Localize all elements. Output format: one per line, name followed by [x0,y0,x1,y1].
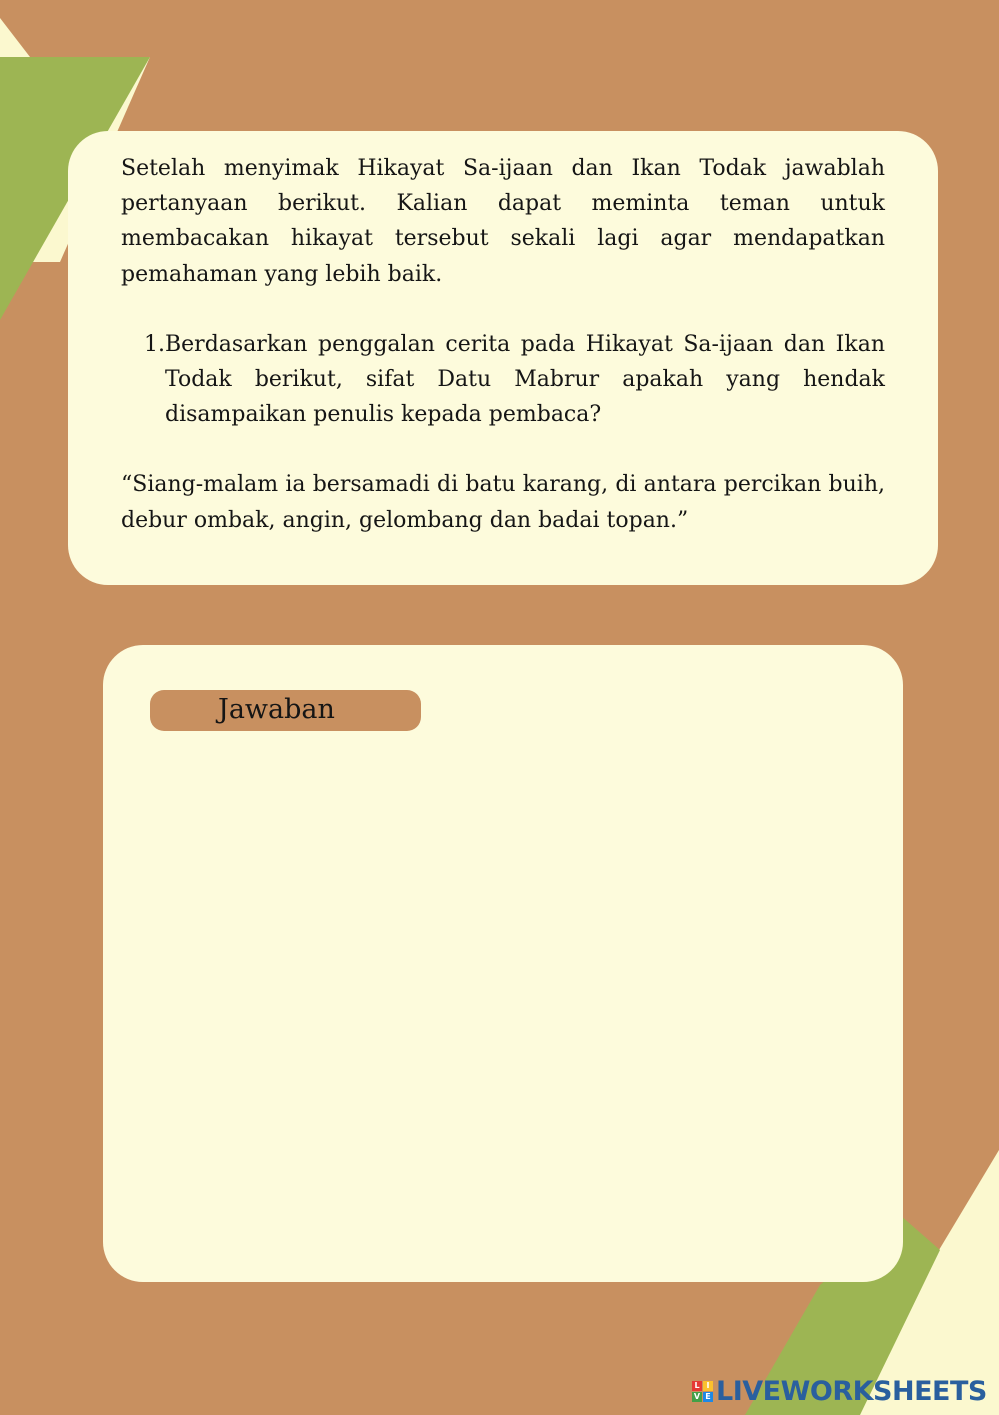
question-number: 1. [144,331,165,357]
top-left-cream-shape [0,18,30,57]
instruction-text: Setelah menyimak Hikayat Sa-ijaan dan Ikan Todak jawablah pertanyaan berikut. Kalian dapat meminta teman untuk membacakan hikayat tersebut sekali lagi agar mendapatkan pemahaman yang lebih baik. [121,156,885,287]
logo-letter: E [703,1392,713,1402]
answer-input[interactable] [150,745,860,1249]
liveworksheets-logo-icon [692,1381,713,1402]
question-item [121,327,885,433]
logo-letter: I [703,1381,713,1391]
story-quote: “Siang-malam ia bersamadi di batu karang, di antara percikan buih, debur ombak, angin, gelombang dan badai topan.” [121,472,885,533]
liveworksheets-branding [692,1373,987,1409]
logo-letter: V [693,1391,701,1401]
logo-letter: L [692,1381,702,1391]
instructions-card [68,131,938,585]
answer-card [103,645,903,1282]
brand-name: LIVEWORKSHEETS [716,1375,987,1407]
question-text: Berdasarkan penggalan cerita pada Hikayat Sa-ijaan dan Ikan Todak berikut, sifat Datu Mabrur apakah yang hendak disampaikan penulis kepada pembaca? [165,331,885,428]
answer-label: Jawaban [150,690,421,731]
